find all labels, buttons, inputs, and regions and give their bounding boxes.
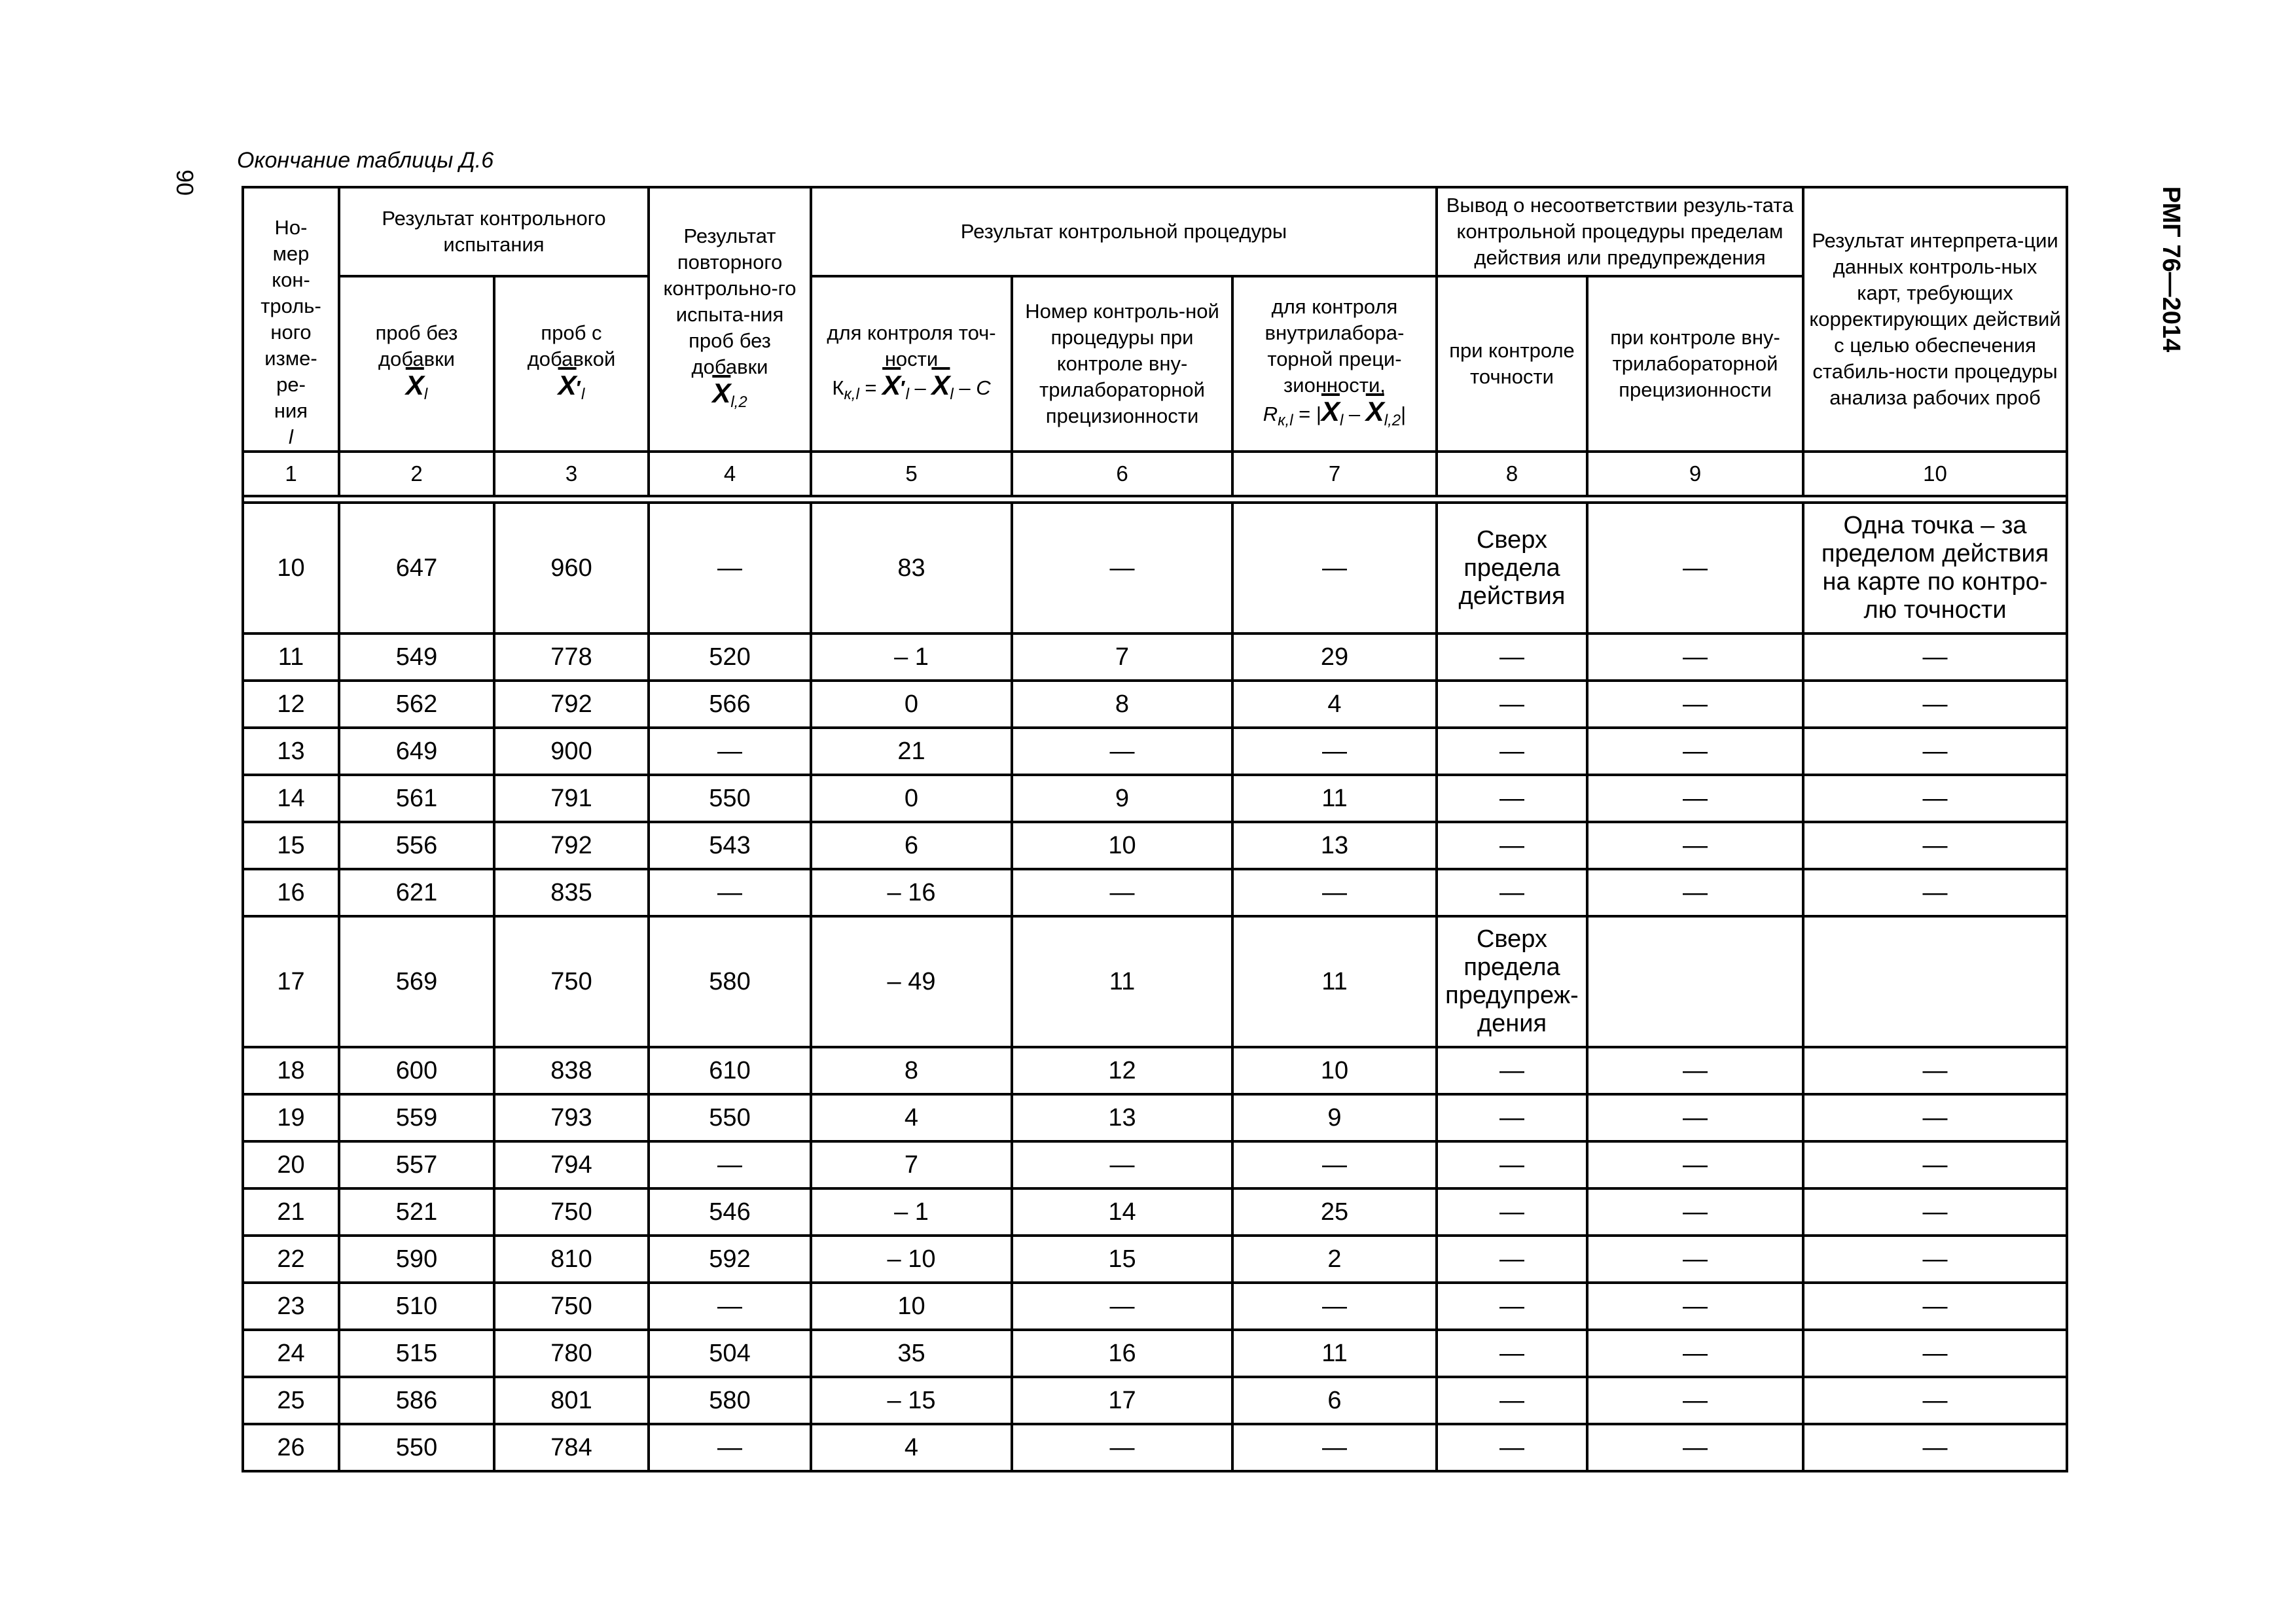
- table-cell: [1587, 916, 1803, 1047]
- header-repeat-test: [649, 187, 811, 452]
- column-number: 7: [1232, 452, 1437, 496]
- table-cell: 11: [1012, 916, 1232, 1047]
- table-cell: 25: [243, 1377, 339, 1424]
- table-cell: 2: [1232, 1236, 1437, 1283]
- table-cell: 10: [811, 1283, 1012, 1330]
- table-cell: —: [1012, 1283, 1232, 1330]
- table-cell: 960: [494, 503, 649, 633]
- table-cell: 7: [1012, 633, 1232, 681]
- table-cell: 801: [494, 1377, 649, 1424]
- table-cell: —: [1437, 633, 1587, 681]
- table-cell: 15: [1012, 1236, 1232, 1283]
- table-cell: 19: [243, 1094, 339, 1141]
- table-cell: 9: [1012, 775, 1232, 822]
- table-cell: 590: [339, 1236, 494, 1283]
- table-cell: – 16: [811, 869, 1012, 916]
- table-cell: – 10: [811, 1236, 1012, 1283]
- table-cell: 10: [243, 503, 339, 633]
- table-cell: 24: [243, 1330, 339, 1377]
- document-code: РМГ 76—2014: [2157, 186, 2185, 353]
- table-row: [243, 1047, 2067, 1094]
- table-cell: —: [1803, 681, 2067, 728]
- table-cell: 520: [649, 633, 811, 681]
- table-cell: Одна точка – за пределом действия на карте по контро-лю точности: [1803, 503, 2067, 633]
- table-cell: —: [1437, 1424, 1587, 1471]
- table-cell: —: [1437, 775, 1587, 822]
- table-cell: 11: [1232, 916, 1437, 1047]
- table-caption: Окончание таблицы Д.6: [237, 148, 494, 173]
- table-cell: 13: [243, 728, 339, 775]
- table-cell: 562: [339, 681, 494, 728]
- table-cell: 21: [811, 728, 1012, 775]
- header-repeat-test-text: Результат повторного контрольно-го испыта-ния проб без добавки: [663, 224, 797, 378]
- table-cell: 549: [339, 633, 494, 681]
- column-number: 6: [1012, 452, 1232, 496]
- header-control-test-result: Результат контрольного испытания: [339, 187, 649, 276]
- header-precision-control-text: для контроля внутрилабора-торной преци-зионности,: [1265, 294, 1405, 397]
- table-cell: —: [649, 1283, 811, 1330]
- table-cell: —: [1232, 1283, 1437, 1330]
- table-cell: 784: [494, 1424, 649, 1471]
- table-cell: 35: [811, 1330, 1012, 1377]
- table-cell: 649: [339, 728, 494, 775]
- table-cell: —: [1012, 728, 1232, 775]
- table-cell: —: [649, 728, 811, 775]
- table-cell: 22: [243, 1236, 339, 1283]
- table-cell: – 49: [811, 916, 1012, 1047]
- table-cell: 8: [811, 1047, 1012, 1094]
- column-number: 5: [811, 452, 1012, 496]
- table-cell: —: [649, 1141, 811, 1188]
- header-repeat-test-symbol: $\overline{X}_{l,2}$: [712, 377, 747, 412]
- table-cell: 17: [243, 916, 339, 1047]
- header-measurement-number: [243, 187, 339, 452]
- table-cell: 580: [649, 1377, 811, 1424]
- table-cell: 561: [339, 775, 494, 822]
- table-cell: 6: [1232, 1377, 1437, 1424]
- table-cell: 15: [243, 822, 339, 869]
- table-cell: 10: [1012, 822, 1232, 869]
- table-cell: 9: [1232, 1094, 1437, 1141]
- table-cell: 0: [811, 775, 1012, 822]
- table-cell: 750: [494, 1188, 649, 1236]
- table-cell: —: [1437, 1094, 1587, 1141]
- table-cell: —: [1587, 869, 1803, 916]
- table-cell: —: [1587, 1283, 1803, 1330]
- header-measurement-var: l: [289, 425, 293, 448]
- header-precision-control: [1232, 276, 1437, 452]
- table-cell: 16: [243, 869, 339, 916]
- table-cell: —: [1803, 775, 2067, 822]
- column-number: 3: [494, 452, 649, 496]
- table-cell: 11: [1232, 775, 1437, 822]
- table-cell: 586: [339, 1377, 494, 1424]
- table-cell: 25: [1232, 1188, 1437, 1236]
- table-body: [243, 503, 2067, 1471]
- column-number: 9: [1587, 452, 1803, 496]
- table-cell: —: [1437, 681, 1587, 728]
- table-cell: 780: [494, 1330, 649, 1377]
- table-cell: 12: [1012, 1047, 1232, 1094]
- table-cell: 11: [243, 633, 339, 681]
- table-cell: —: [1803, 1236, 2067, 1283]
- table-cell: —: [1437, 1188, 1587, 1236]
- table-row: [243, 916, 2067, 1047]
- table-cell: 900: [494, 728, 649, 775]
- table-cell: —: [1803, 1047, 2067, 1094]
- table-cell: 0: [811, 681, 1012, 728]
- table-cell: —: [1587, 728, 1803, 775]
- table-cell: —: [1803, 728, 2067, 775]
- table-row: [243, 822, 2067, 869]
- table-cell: 21: [243, 1188, 339, 1236]
- table-cell: 504: [649, 1330, 811, 1377]
- table-cell: 13: [1232, 822, 1437, 869]
- table-cell: 794: [494, 1141, 649, 1188]
- table-cell: – 1: [811, 1188, 1012, 1236]
- table-cell: 8: [1012, 681, 1232, 728]
- table-cell: —: [1232, 728, 1437, 775]
- header-at-accuracy-control: при контроле точности: [1437, 276, 1587, 452]
- header-at-precision-control: при контроле вну-трилабораторной прецизионности: [1587, 276, 1803, 452]
- table-cell: —: [1012, 503, 1232, 633]
- table-cell: 515: [339, 1330, 494, 1377]
- table-cell: —: [1803, 1188, 2067, 1236]
- table-cell: —: [1803, 1330, 2067, 1377]
- table-cell: —: [649, 503, 811, 633]
- table-cell: —: [1587, 1047, 1803, 1094]
- header-sample-with-additive: [494, 276, 649, 452]
- column-number: 8: [1437, 452, 1587, 496]
- table-cell: —: [1232, 1141, 1437, 1188]
- table-row: [243, 1283, 2067, 1330]
- table-cell: 792: [494, 681, 649, 728]
- header-separator: [243, 496, 2067, 503]
- table-cell: 793: [494, 1094, 649, 1141]
- table-cell: 810: [494, 1236, 649, 1283]
- header-accuracy-formula: $К_{к,l} = \overline{X}'_l - \overline{X}_l - C$: [832, 369, 991, 403]
- table-cell: —: [1587, 681, 1803, 728]
- table-cell: —: [1803, 822, 2067, 869]
- table-cell: —: [1803, 1141, 2067, 1188]
- table-cell: 546: [649, 1188, 811, 1236]
- table-row: [243, 1141, 2067, 1188]
- table-cell: 4: [811, 1424, 1012, 1471]
- table-cell: —: [1587, 1377, 1803, 1424]
- table-row: [243, 1094, 2067, 1141]
- header-accuracy-control: [811, 276, 1012, 452]
- table-cell: —: [1437, 869, 1587, 916]
- table-row: [243, 1330, 2067, 1377]
- column-number: 2: [339, 452, 494, 496]
- table-cell: —: [1012, 869, 1232, 916]
- table-cell: —: [1437, 822, 1587, 869]
- table-cell: —: [1803, 869, 2067, 916]
- header-precision-formula: $R_{к,l} = |\overline{X}_l - \overline{X}_{l,2}|$: [1263, 395, 1407, 429]
- table-cell: —: [1232, 503, 1437, 633]
- table-cell: 550: [649, 775, 811, 822]
- table-cell: —: [1437, 1047, 1587, 1094]
- table-cell: 838: [494, 1047, 649, 1094]
- header-separator-cell: [243, 496, 2067, 503]
- table-cell: —: [1587, 1188, 1803, 1236]
- table-cell: 14: [243, 775, 339, 822]
- table-cell: —: [1587, 633, 1803, 681]
- table-row: [243, 1424, 2067, 1471]
- table-cell: —: [1587, 1094, 1803, 1141]
- table-cell: —: [1232, 869, 1437, 916]
- table-cell: 835: [494, 869, 649, 916]
- table-cell: —: [1587, 1141, 1803, 1188]
- header-sample-with-additive-text: проб с добавкой: [527, 321, 616, 370]
- page-number: 90: [171, 169, 199, 196]
- table-cell: —: [1437, 1330, 1587, 1377]
- table-cell: —: [1437, 728, 1587, 775]
- table-cell: 600: [339, 1047, 494, 1094]
- table-cell: 26: [243, 1424, 339, 1471]
- header-procedure-number: Номер контроль-ной процедуры при контроле вну-трилабораторной прецизионности: [1012, 276, 1232, 452]
- table-row: [243, 503, 2067, 633]
- table-cell: 12: [243, 681, 339, 728]
- table-cell: 550: [649, 1094, 811, 1141]
- table-cell: – 1: [811, 633, 1012, 681]
- table-cell: —: [1803, 633, 2067, 681]
- table-cell: 791: [494, 775, 649, 822]
- column-number: 1: [243, 452, 339, 496]
- table-cell: —: [1587, 1236, 1803, 1283]
- table-cell: —: [1587, 775, 1803, 822]
- table-cell: Сверх предела предупреж-дения: [1437, 916, 1587, 1047]
- header-control-procedure-result: Результат контрольной процедуры: [811, 187, 1437, 276]
- table-cell: —: [1803, 1094, 2067, 1141]
- table-cell: 792: [494, 822, 649, 869]
- table-cell: —: [1437, 1141, 1587, 1188]
- table-cell: 610: [649, 1047, 811, 1094]
- header-measurement-number-text: Но- мер кон- троль- ного изме- ре- ния: [260, 216, 321, 422]
- table-cell: 4: [811, 1094, 1012, 1141]
- table-cell: 556: [339, 822, 494, 869]
- table-cell: 750: [494, 916, 649, 1047]
- header-sample-without-additive-text: проб без добавки: [375, 321, 458, 370]
- table-cell: 543: [649, 822, 811, 869]
- table-cell: 13: [1012, 1094, 1232, 1141]
- table-cell: 17: [1012, 1377, 1232, 1424]
- table-cell: —: [1012, 1141, 1232, 1188]
- table-row: [243, 775, 2067, 822]
- table-cell: 29: [1232, 633, 1437, 681]
- table-cell: —: [1437, 1283, 1587, 1330]
- table-cell: 580: [649, 916, 811, 1047]
- column-number: 4: [649, 452, 811, 496]
- table-cell: 647: [339, 503, 494, 633]
- table-cell: 559: [339, 1094, 494, 1141]
- table-cell: 566: [649, 681, 811, 728]
- table-cell: 750: [494, 1283, 649, 1330]
- table-cell: 18: [243, 1047, 339, 1094]
- table-cell: 778: [494, 633, 649, 681]
- table-cell: —: [1437, 1236, 1587, 1283]
- table-row: [243, 681, 2067, 728]
- table-cell: 510: [339, 1283, 494, 1330]
- table-cell: 521: [339, 1188, 494, 1236]
- table-cell: —: [1012, 1424, 1232, 1471]
- table-cell: 4: [1232, 681, 1437, 728]
- table-row: [243, 869, 2067, 916]
- table-cell: —: [1587, 1330, 1803, 1377]
- table-cell: Сверх предела действия: [1437, 503, 1587, 633]
- table-row: [243, 633, 2067, 681]
- table-cell: —: [649, 869, 811, 916]
- data-table: [242, 186, 2068, 1472]
- table-cell: 23: [243, 1283, 339, 1330]
- table-cell: 10: [1232, 1047, 1437, 1094]
- table-cell: —: [1587, 503, 1803, 633]
- table-cell: 621: [339, 869, 494, 916]
- column-number-row: [243, 452, 2067, 496]
- table-cell: —: [1232, 1424, 1437, 1471]
- table-row: [243, 1236, 2067, 1283]
- table-cell: —: [1803, 1377, 2067, 1424]
- table-cell: —: [1587, 822, 1803, 869]
- table-row: [243, 1188, 2067, 1236]
- header-sample-without-additive: [339, 276, 494, 452]
- table-cell: 83: [811, 503, 1012, 633]
- table-cell: —: [1437, 1377, 1587, 1424]
- header-control-chart-interpretation: Результат интерпрета-ции данных контроль-ных карт, требующих корректирующих действий с целью обеспечения стабиль-ности процедуры анализа рабочих проб: [1803, 187, 2067, 452]
- header-accuracy-control-text: для контроля точ-ности: [827, 321, 996, 370]
- table-cell: 16: [1012, 1330, 1232, 1377]
- table-cell: 6: [811, 822, 1012, 869]
- table-cell: —: [649, 1424, 811, 1471]
- table-cell: 20: [243, 1141, 339, 1188]
- column-number: 10: [1803, 452, 2067, 496]
- table-row: [243, 1377, 2067, 1424]
- table-cell: —: [1803, 1424, 2067, 1471]
- table-row: [243, 728, 2067, 775]
- header-sample-without-additive-symbol: $\overline{X}_l$: [405, 369, 428, 403]
- table-cell: —: [1587, 1424, 1803, 1471]
- table-cell: —: [1803, 1283, 2067, 1330]
- table-cell: – 15: [811, 1377, 1012, 1424]
- table-cell: 592: [649, 1236, 811, 1283]
- table-cell: 7: [811, 1141, 1012, 1188]
- table-cell: 557: [339, 1141, 494, 1188]
- header-nonconformity-conclusion: Вывод о несоответствии резуль-тата контрольной процедуры пределам действия или предупреждения: [1437, 187, 1803, 276]
- table-cell: 550: [339, 1424, 494, 1471]
- header-sample-with-additive-symbol: $\overline{X}'_l$: [558, 369, 585, 403]
- table-cell: [1803, 916, 2067, 1047]
- table-cell: 14: [1012, 1188, 1232, 1236]
- table-cell: 569: [339, 916, 494, 1047]
- table-cell: 11: [1232, 1330, 1437, 1377]
